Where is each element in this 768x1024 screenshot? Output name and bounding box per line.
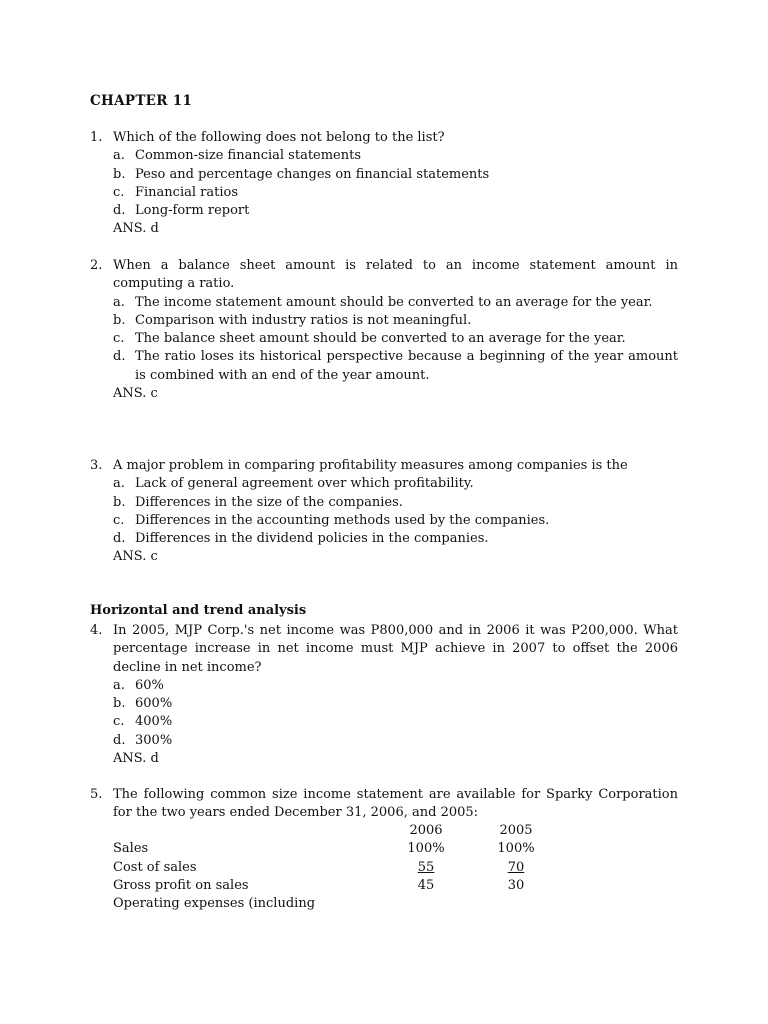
option-d: d. 300% (113, 732, 173, 748)
option-d: d. Differences in the dividend policies in the companies. (113, 531, 489, 547)
answer: ANS. d (113, 221, 159, 237)
table-row: Cost of sales 55 70 (113, 859, 525, 875)
question-stem: The following common size income statement are available for Sparky Corporation for the two years ended December 31, 2006, and 2005: (113, 787, 678, 821)
option-b: b. Comparison with industry ratios is not meaningful. (113, 312, 472, 328)
option-c: c. Differences in the accounting methods used by the companies. (113, 512, 550, 528)
option-c: c. The balance sheet amount should be converted to an average for the year. (113, 331, 626, 347)
question-stem: When a balance sheet amount is related to an income statement amount in computing a ratio. (113, 258, 678, 292)
answer: ANS. c (113, 386, 158, 402)
question-4 (90, 622, 678, 768)
table-header-row (113, 822, 561, 840)
option-c: c. 400% (113, 714, 173, 730)
chapter-title: CHAPTER 11 (90, 93, 193, 109)
answer: ANS. d (113, 751, 159, 767)
table-row: Sales 100% 100% (113, 841, 535, 857)
column-header-2005: 2005 (499, 823, 533, 838)
question-number: 1. (90, 130, 103, 145)
question-number: 2. (90, 258, 103, 273)
column-header-2006: 2006 (409, 823, 443, 838)
question-3 (90, 457, 678, 567)
question-stem: Which of the following does not belong to the list? (113, 130, 445, 145)
question-1 (90, 129, 678, 239)
section-heading: Horizontal and trend analysis (90, 603, 307, 618)
option-a: a. The income statement amount should be converted to an average for the year. (113, 294, 653, 310)
common-size-income-table (113, 822, 561, 913)
question-5 (90, 786, 678, 823)
option-d: d. The ratio loses its historical perspective because a beginning of the year amount is combined with an end of the year amount. (113, 349, 678, 383)
question-2 (90, 257, 678, 403)
option-c: c. Financial ratios (113, 184, 238, 200)
option-b: b. Differences in the size of the companies. (113, 494, 403, 510)
question-stem: A major problem in comparing profitability measures among companies is the (113, 458, 628, 473)
option-a: a. Common-size financial statements (113, 148, 362, 164)
option-a: a. Lack of general agreement over which profitability. (113, 476, 474, 492)
question-number: 4. (90, 623, 103, 638)
option-d: d. Long-form report (113, 203, 250, 219)
answer: ANS. c (113, 549, 158, 565)
table-row: Gross profit on sales 45 30 (113, 877, 525, 893)
table-row: Operating expenses (including (113, 896, 316, 912)
option-b: b. 600% (113, 696, 173, 712)
question-number: 3. (90, 458, 103, 473)
question-stem: In 2005, MJP Corp.'s net income was P800,000 and in 2006 it was P200,000. What percentage increase in net income must MJP achieve in 2007 to offset the 2006 decline in net income? (113, 623, 678, 675)
question-number: 5. (90, 787, 103, 802)
option-a: a. 60% (113, 677, 164, 693)
option-b: b. Peso and percentage changes on financial statements (113, 166, 490, 182)
